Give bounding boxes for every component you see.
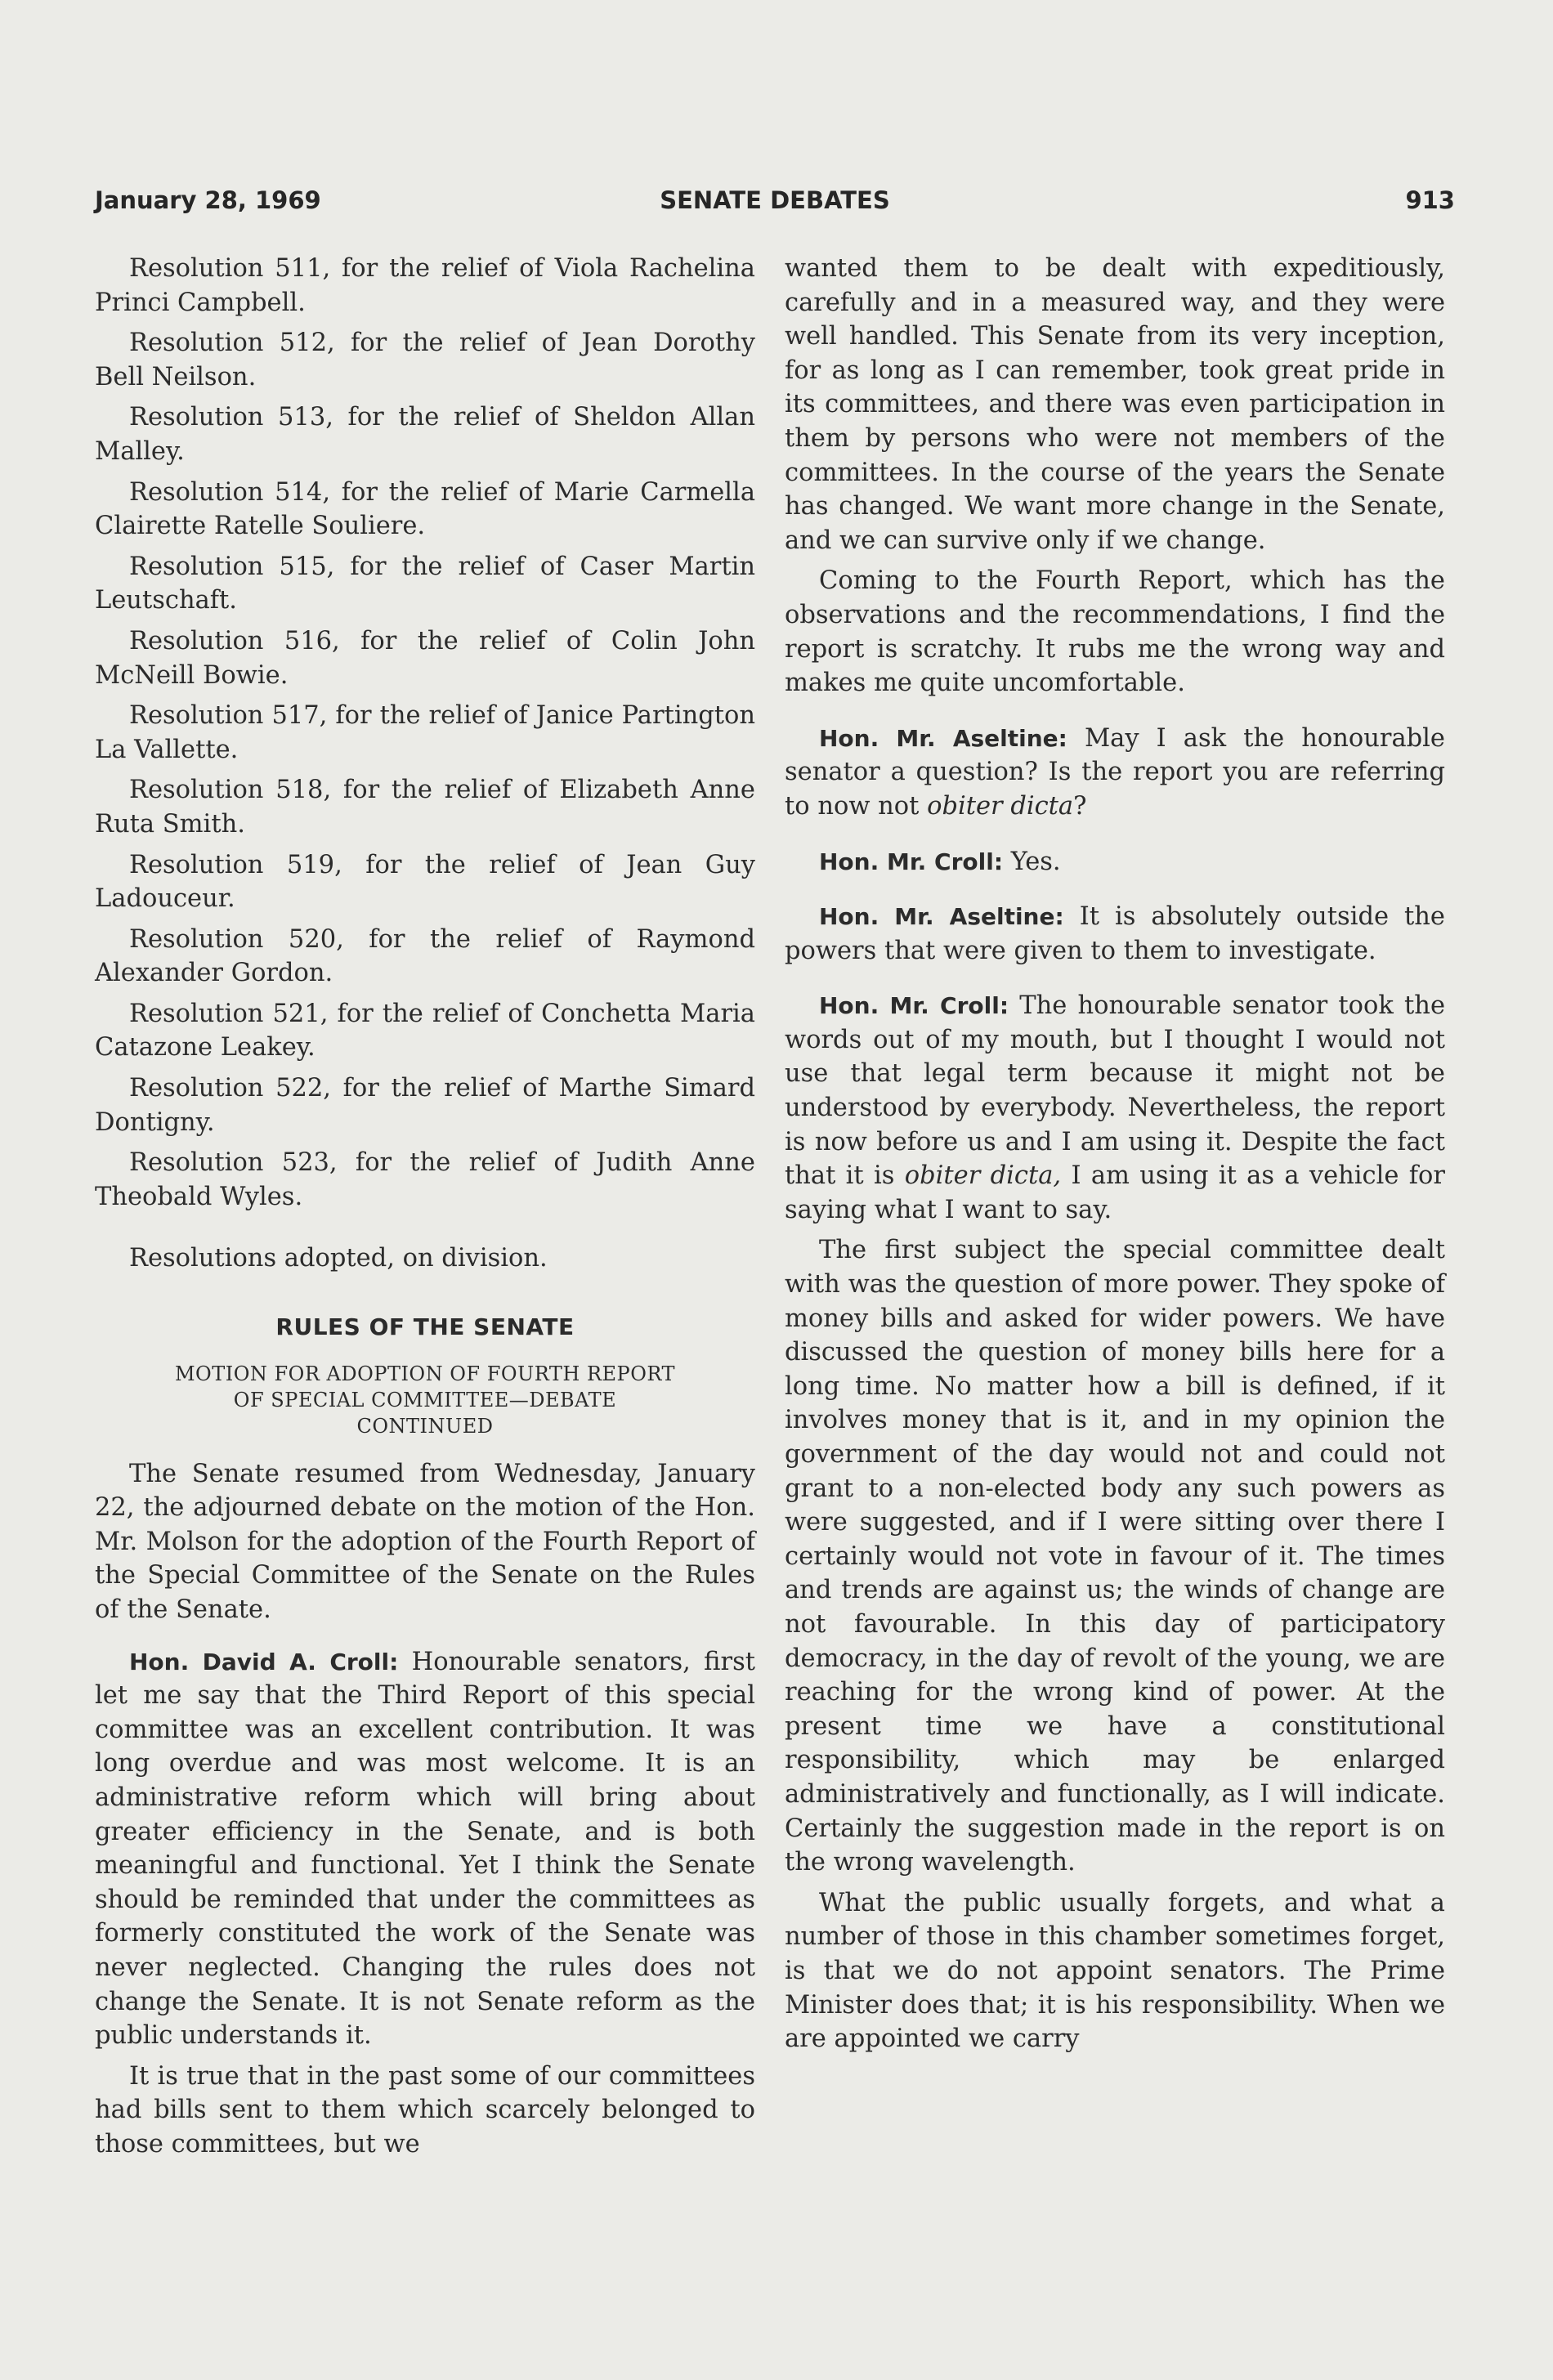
- page-number: 913: [1405, 186, 1455, 214]
- resolution-515: Resolution 515, for the relief of Caser Martin Leutschaft.: [95, 552, 755, 615]
- spacer: [95, 1634, 755, 1645]
- speaker-aseltine: Hon. Mr. Aseltine:: [819, 903, 1064, 931]
- resolution-522: Resolution 522, for the relief of Marthe Simard Dontigny.: [95, 1074, 755, 1137]
- subhead-line-3: CONTINUED: [356, 1414, 494, 1438]
- speaker-aseltine: Hon. Mr. Aseltine:: [819, 724, 1067, 752]
- resumed-paragraph: The Senate resumed from Wednesday, January 22, the adjourned debate on the motion of the Hon. Mr. Molson for the adoption of the Fourth Report of the Special Committee of the Senate on the Rules of the Senate.: [95, 1459, 755, 1624]
- croll-response-text-a: The honourable senator took the words out of my mouth, but I thought I would not use that legal term because it might not be understood by everybody. Nevertheless, the report is now before us and I am using it. Despite the fact that it is: [785, 991, 1445, 1191]
- croll-response: [785, 989, 1445, 1227]
- left-column: [95, 252, 755, 2168]
- croll-paragraph: [95, 1645, 755, 2053]
- croll-response-italic: obiter dicta,: [904, 1161, 1062, 1191]
- subhead-line-2: OF SPECIAL COMMITTEE—DEBATE: [233, 1388, 617, 1411]
- past-paragraph: It is true that in the past some of our committees had bills sent to them which scarcely belonged to those committees, but we: [95, 2061, 755, 2159]
- croll-response-text-b: I am using it as a vehicle for saying what I want to say.: [785, 1161, 1445, 1224]
- spacer: [785, 974, 1445, 989]
- croll-text: Honourable senators, first let me say that the Third Report of this special committee was an excellent contribution. It was long overdue and was most welcome. It is an administrative reform which will bring about greater efficiency in the Senate, and is both meaningful and functional. Yet I think the Senate should be reminded that under the committees as formerly constituted the work of the Senate was never neglected. Changing the rules does not change the Senate. It is not Senate reform as the public understands it.: [95, 1647, 755, 2051]
- aseltine-question-text: May I ask the honourable senator a question? Is the report you are referring to now not: [785, 723, 1445, 821]
- aseltine-remark: [785, 900, 1445, 968]
- croll-answer-text: Yes.: [1010, 847, 1061, 876]
- resolution-513: Resolution 513, for the relief of Sheldon Allan Malley.: [95, 403, 755, 466]
- resolution-519: Resolution 519, for the relief of Jean Guy Ladouceur.: [95, 850, 755, 914]
- resolution-520: Resolution 520, for the relief of Raymond Alexander Gordon.: [95, 924, 755, 988]
- resolution-521: Resolution 521, for the relief of Conchetta Maria Catazone Leakey.: [95, 999, 755, 1062]
- page-header: [95, 186, 1455, 219]
- section-subhead: [98, 1361, 752, 1439]
- resolution-511: Resolution 511, for the relief of Viola Rachelina Princi Campbell.: [95, 254, 755, 317]
- speaker-croll: Hon. David A. Croll:: [129, 1648, 399, 1675]
- resolution-517: Resolution 517, for the relief of Janice Partington La Vallette.: [95, 701, 755, 764]
- public-paragraph: What the public usually forgets, and what a number of those in this chamber sometimes forget, is that we do not appoint senators. The Prime Minister does that; it is his responsibility. When we are appointed we carry: [785, 1888, 1445, 2054]
- first-subject-paragraph: The first subject the special committee dealt with was the question of more power. They spoke of money bills and asked for wider powers. We have discussed the question of money bills here for a long time. No matter how a bill is defined, if it involves money that is it, and in my opinion the government of the day would not and could not grant to a non-elected body any such powers as were suggested, and if I were sitting over there I certainly would not vote in favour of it. The times and trends are against us; the winds of change are not favourable. In this day of participatory democracy, in the day of revolt of the young, we are reaching for the wrong kind of power. At the present time we have a constitutional responsibility, which may be enlarged administratively and functionally, as I will indicate. Certainly the suggestion made in the report is on the wrong wavelength.: [785, 1236, 1445, 1877]
- resolutions-adopted: Resolutions adopted, on division.: [129, 1244, 548, 1273]
- spacer: [785, 830, 1445, 845]
- subhead-line-1: MOTION FOR ADOPTION OF FOURTH REPORT: [174, 1362, 676, 1385]
- resolution-523: Resolution 523, for the relief of Judith Anne Theobald Wyles.: [95, 1148, 755, 1211]
- resolution-512: Resolution 512, for the relief of Jean Dorothy Bell Neilson.: [95, 329, 755, 391]
- aseltine-italic: obiter dicta: [927, 791, 1074, 821]
- header-title: SENATE DEBATES: [660, 186, 890, 214]
- spacer: [785, 885, 1445, 900]
- right-column: [785, 252, 1445, 2063]
- spacer: [785, 707, 1445, 722]
- header-date: January 28, 1969: [95, 186, 321, 214]
- speaker-croll: Hon. Mr. Croll:: [819, 848, 1004, 875]
- aseltine-question: [785, 722, 1445, 824]
- aseltine-question-end: ?: [1073, 791, 1087, 821]
- resolution-514: Resolution 514, for the relief of Marie Carmella Clairette Ratelle Souliere.: [95, 477, 755, 541]
- section-title: RULES OF THE SENATE: [275, 1313, 575, 1341]
- aseltine-remark-text: It is absolutely outside the powers that were given to them to investigate.: [785, 902, 1445, 965]
- resolution-518: Resolution 518, for the relief of Elizabeth Anne Ruta Smith.: [95, 776, 755, 839]
- croll-answer: [785, 845, 1445, 879]
- speaker-croll: Hon. Mr. Croll:: [819, 992, 1009, 1020]
- continued-paragraph: wanted them to be dealt with expeditiously, carefully and in a measured way, and they were well handled. This Senate from its very inception, for as long as I can remember, took great pride in its committees, and there was even participation in them by persons who were not members of the committees. In the course of the years the Senate has changed. We want more change in the Senate, and we can survive only if we change.: [785, 254, 1445, 555]
- fourth-report-paragraph: Coming to the Fourth Report, which has the observations and the recommendations, I find the report is scratchy. It rubs me the wrong way and makes me quite uncomfortable.: [785, 566, 1445, 698]
- spacer: [95, 1220, 755, 1241]
- resolution-516: Resolution 516, for the relief of Colin John McNeill Bowie.: [95, 626, 755, 690]
